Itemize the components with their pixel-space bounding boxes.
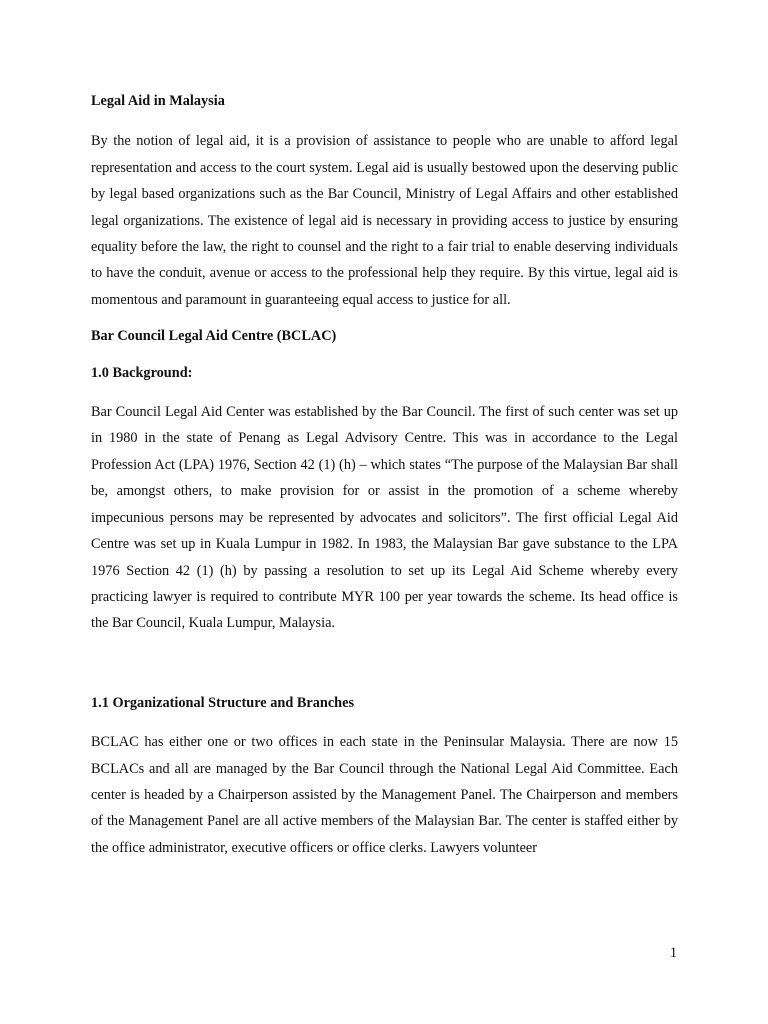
document-body [91, 88, 678, 861]
intro-paragraph: By the notion of legal aid, it is a provision of assistance to people who are unable to afford legal representation and access to the court system. Legal aid is usually bestowed upon the deserving public by legal based organizations such as the Bar Council, Ministry of Legal Affairs and other established legal organizations. The existence of legal aid is necessary in providing access to justice by ensuring equality before the law, the right to counsel and the right to a fair trial to enable deserving individuals to have the conduit, avenue or access to the professional help they require. By this virtue, legal aid is momentous and paramount in guaranteeing equal access to justice for all. [91, 133, 678, 308]
background-paragraph: Bar Council Legal Aid Center was established by the Bar Council. The first of such center was set up in 1980 in the state of Penang as Legal Advisory Centre. This was in accordance to the Legal Profession Act (LPA) 1976, Section 42 (1) (h) – which states “The purpose of the Malaysian Bar shall be, amongst others, to make provision for or assist in the promotion of a scheme whereby impecunious persons may be represented by advocates and solicitors”. The first official Legal Aid Centre was set up in Kuala Lumpur in 1982. In 1983, the Malaysian Bar gave substance to the LPA 1976 Section 42 (1) (h) by passing a resolution to set up its Legal Aid Scheme whereby every practicing lawyer is required to contribute MYR 100 per year towards the scheme. Its head office is the Bar Council, Kuala Lumpur, Malaysia. [91, 404, 678, 632]
structure-paragraph: BCLAC has either one or two offices in each state in the Peninsular Malaysia. There are now 15 BCLACs and all are managed by the Bar Council through the National Legal Aid Committee. Each center is headed by a Chairperson assisted by the Management Panel. The Chairperson and members of the Management Panel are all active members of the Malaysian Bar. The center is staffed either by the office administrator, executive officers or office clerks. Lawyers volunteer [91, 734, 678, 856]
document-title: Legal Aid in Malaysia [91, 93, 225, 109]
section-heading: Bar Council Legal Aid Centre (BCLAC) [91, 328, 337, 345]
structure-heading: 1.1 Organizational Structure and Branches [91, 694, 355, 711]
background-heading: 1.0 Background: [91, 364, 193, 381]
page-number: 1 [669, 945, 677, 961]
